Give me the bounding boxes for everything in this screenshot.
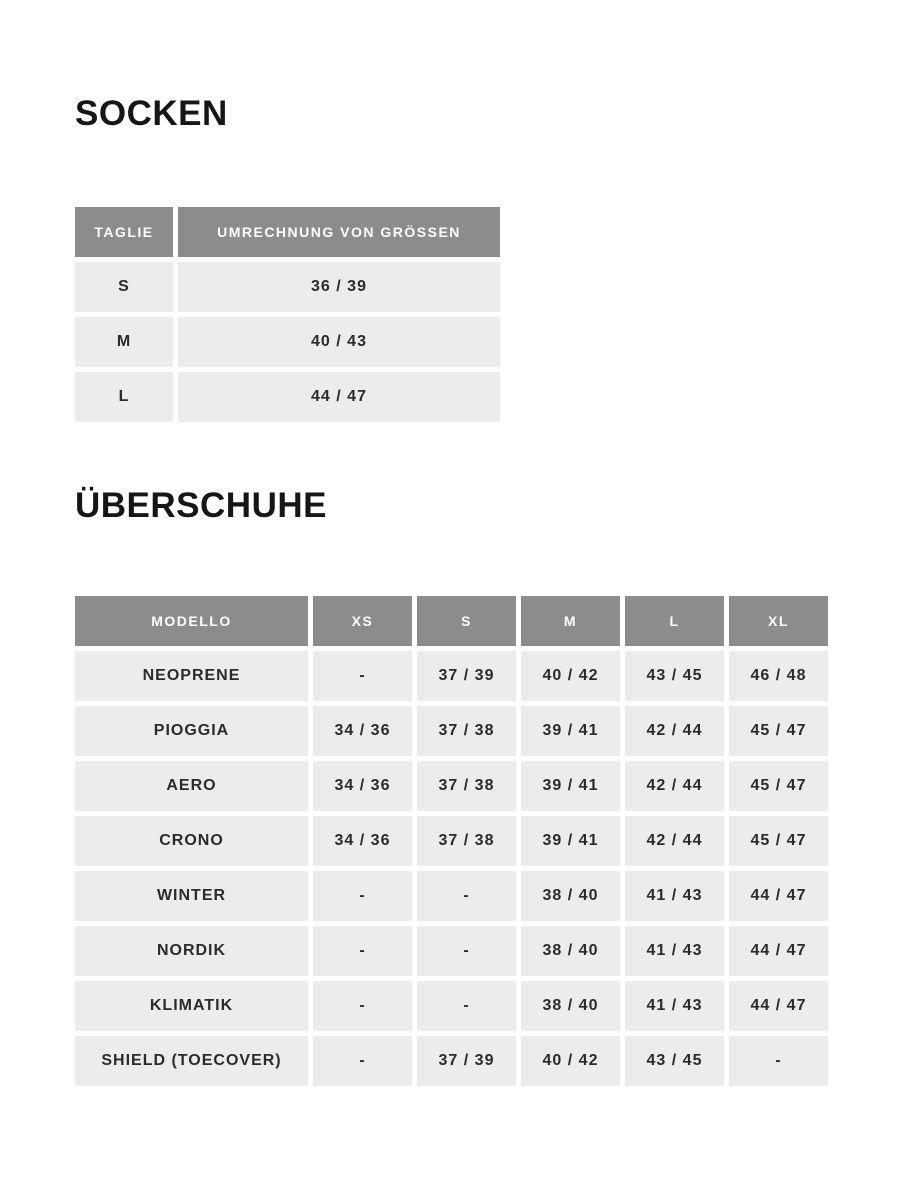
- row-label-s: S: [75, 262, 173, 312]
- size-cell: -: [313, 651, 412, 701]
- row-label-klimatik: KLIMATIK: [75, 981, 308, 1031]
- column-header-s: S: [417, 596, 516, 646]
- size-cell: 38 / 40: [521, 981, 620, 1031]
- column-header-xl: XL: [729, 596, 828, 646]
- size-cell: 34 / 36: [313, 706, 412, 756]
- size-cell: 44 / 47: [178, 372, 500, 422]
- row-label-shield-toecover: SHIELD (TOECOVER): [75, 1036, 308, 1086]
- row-label-aero: AERO: [75, 761, 308, 811]
- row-label-m: M: [75, 317, 173, 367]
- size-cell: 44 / 47: [729, 926, 828, 976]
- size-cell: 34 / 36: [313, 761, 412, 811]
- size-cell: 40 / 43: [178, 317, 500, 367]
- row-label-l: L: [75, 372, 173, 422]
- size-cell: 34 / 36: [313, 816, 412, 866]
- row-label-winter: WINTER: [75, 871, 308, 921]
- column-header-umrechnung: UMRECHNUNG VON GRÖSSEN: [178, 207, 500, 257]
- size-cell: 37 / 38: [417, 761, 516, 811]
- size-cell: -: [417, 981, 516, 1031]
- size-cell: 41 / 43: [625, 981, 724, 1031]
- size-cell: 37 / 38: [417, 706, 516, 756]
- size-cell: 40 / 42: [521, 1036, 620, 1086]
- size-cell: 45 / 47: [729, 706, 828, 756]
- size-cell: -: [313, 871, 412, 921]
- size-cell: 45 / 47: [729, 816, 828, 866]
- socken-size-table: [75, 207, 500, 422]
- section-title-ueberschuhe: ÜBERSCHUHE: [75, 486, 327, 525]
- size-cell: 43 / 45: [625, 651, 724, 701]
- column-header-modello: MODELLO: [75, 596, 308, 646]
- column-header-xs: XS: [313, 596, 412, 646]
- size-cell: 38 / 40: [521, 926, 620, 976]
- size-cell: 42 / 44: [625, 761, 724, 811]
- size-cell: -: [313, 981, 412, 1031]
- section-title-socken: SOCKEN: [75, 94, 228, 133]
- size-cell: 42 / 44: [625, 706, 724, 756]
- size-cell: 36 / 39: [178, 262, 500, 312]
- size-cell: 37 / 39: [417, 651, 516, 701]
- size-cell: 44 / 47: [729, 981, 828, 1031]
- column-header-m: M: [521, 596, 620, 646]
- size-cell: 41 / 43: [625, 926, 724, 976]
- size-cell: 46 / 48: [729, 651, 828, 701]
- size-cell: 38 / 40: [521, 871, 620, 921]
- column-header-l: L: [625, 596, 724, 646]
- column-header-taglie: TAGLIE: [75, 207, 173, 257]
- size-cell: 37 / 39: [417, 1036, 516, 1086]
- size-cell: 45 / 47: [729, 761, 828, 811]
- size-cell: 40 / 42: [521, 651, 620, 701]
- size-cell: 41 / 43: [625, 871, 724, 921]
- row-label-nordik: NORDIK: [75, 926, 308, 976]
- size-cell: 43 / 45: [625, 1036, 724, 1086]
- size-cell: 37 / 38: [417, 816, 516, 866]
- section-socken: [75, 96, 900, 422]
- ueberschuhe-size-table: [75, 596, 828, 1086]
- size-cell: -: [313, 926, 412, 976]
- row-label-neoprene: NEOPRENE: [75, 651, 308, 701]
- size-cell: 44 / 47: [729, 871, 828, 921]
- row-label-pioggia: PIOGGIA: [75, 706, 308, 756]
- size-cell: -: [417, 871, 516, 921]
- size-cell: 39 / 41: [521, 706, 620, 756]
- size-cell: 39 / 41: [521, 816, 620, 866]
- row-label-crono: CRONO: [75, 816, 308, 866]
- size-cell: -: [729, 1036, 828, 1086]
- size-cell: -: [313, 1036, 412, 1086]
- section-ueberschuhe: [75, 488, 900, 1086]
- size-cell: -: [417, 926, 516, 976]
- size-cell: 42 / 44: [625, 816, 724, 866]
- size-cell: 39 / 41: [521, 761, 620, 811]
